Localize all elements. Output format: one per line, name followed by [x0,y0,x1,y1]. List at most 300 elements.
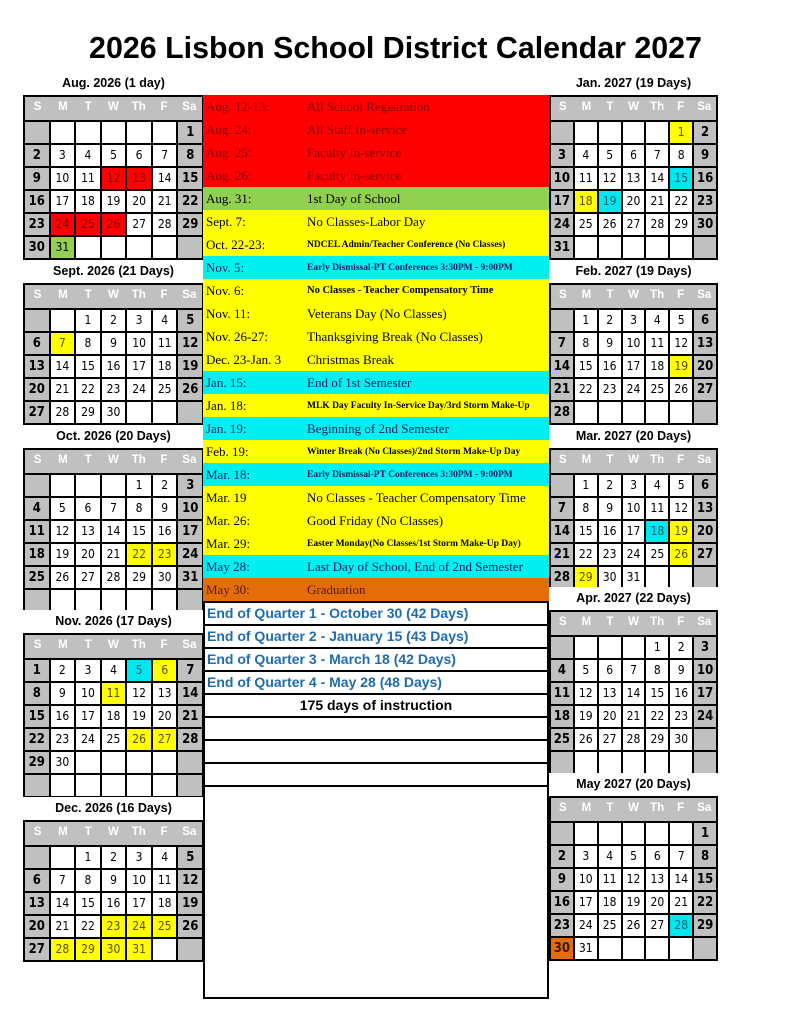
day-cell: 1 [573,310,597,331]
day-cell: 22 [644,706,668,727]
day-cell: 28 [49,402,75,423]
event-row [203,578,549,601]
week-row [25,727,202,750]
day-cell: 15 [668,168,692,189]
day-cell: 23 [551,915,573,936]
day-cell: 17 [573,892,597,913]
day-cell: 25 [100,729,126,750]
event-date: Feb. 19: [206,443,249,459]
day-cell: 10 [125,870,151,891]
day-cell: 2 [551,846,573,867]
weekday-header: F [677,616,685,628]
empty-day-cell [621,402,645,423]
weekday-header: T [84,826,92,838]
day-cell: 9 [551,869,573,890]
week-row [25,773,202,796]
day-cell: 4 [644,310,668,331]
empty-day-cell [100,122,126,143]
day-cell: 18 [597,892,621,913]
day-cell: 16 [100,893,126,914]
day-cell: 3 [573,846,597,867]
weekday-header: Sa [697,289,712,301]
day-cell: 12 [49,521,75,542]
day-cell: 20 [692,521,716,542]
day-cell: 11 [644,498,668,519]
weekday-header: T [84,101,92,113]
day-cell: 17 [551,191,573,212]
day-cell: 26 [621,915,645,936]
event-description: No Classes - Teacher Compensatory Time [307,285,494,296]
weekday-header: Th [131,454,146,466]
day-cell: 1 [573,475,597,496]
empty-day-cell [25,775,49,796]
day-cell: 11 [551,683,573,704]
day-cell: 17 [621,356,645,377]
week-row [551,867,716,890]
day-cell: 11 [100,683,126,704]
weekday-header-row [551,450,716,473]
day-cell: 3 [551,145,573,166]
day-cell: 22 [25,729,49,750]
day-cell: 19 [573,706,597,727]
day-cell: 20 [125,191,151,212]
event-row [203,187,549,210]
event-description: Veterans Day (No Classes) [307,305,447,321]
day-cell: 19 [668,521,692,542]
empty-day-cell [74,237,100,258]
day-cell: 18 [100,706,126,727]
week-row [551,750,716,773]
day-cell: 14 [49,356,75,377]
day-cell: 5 [668,475,692,496]
day-cell: 6 [25,870,49,891]
day-cell: 24 [74,729,100,750]
empty-day-cell [49,590,75,611]
weekday-header: F [677,802,685,814]
weekday-header: F [160,101,168,113]
weekday-header: T [606,101,614,113]
event-date: Mar. 18: [206,466,251,482]
day-cell: 22 [668,191,692,212]
day-cell: 23 [25,214,49,235]
day-cell: 15 [573,521,597,542]
day-cell: 20 [692,356,716,377]
day-cell: 15 [176,168,202,189]
day-cell: 7 [151,145,177,166]
day-cell: 3 [49,145,75,166]
week-row [25,542,202,565]
day-cell: 21 [49,916,75,937]
empty-day-cell [597,637,621,658]
week-row [25,400,202,423]
day-cell: 10 [125,333,151,354]
empty-day-cell [49,122,75,143]
day-cell: 23 [151,544,177,565]
day-cell: 7 [621,660,645,681]
day-cell: 28 [551,402,573,423]
empty-day-cell [692,752,716,773]
day-cell: 18 [151,356,177,377]
event-description: All Staff In-service [307,121,408,137]
empty-day-cell [692,938,716,959]
day-cell: 1 [125,475,151,496]
week-row [551,890,716,913]
week-row [551,727,716,750]
empty-day-cell [176,939,202,960]
weekday-header-row [25,97,202,120]
weekday-header: S [33,454,42,466]
weekday-header: Sa [182,101,197,113]
day-cell: 18 [151,893,177,914]
day-cell: 5 [100,145,126,166]
empty-day-cell [74,122,100,143]
day-cell: 12 [100,168,126,189]
event-row [203,164,549,187]
day-cell: 29 [125,567,151,588]
day-cell: 27 [151,729,177,750]
blank-row [205,716,547,739]
month-title: Feb. 2027 (19 Days) [549,260,718,283]
weekday-header: Th [131,289,146,301]
week-row [25,914,202,937]
empty-day-cell [49,475,75,496]
day-cell: 10 [551,168,573,189]
day-cell: 17 [125,893,151,914]
month-grid [549,448,718,590]
week-row [551,844,716,867]
event-description: Beginning of 2nd Semester [307,420,449,436]
day-cell: 19 [668,356,692,377]
day-cell: 13 [151,683,177,704]
week-row [25,354,202,377]
weekday-header-row [25,285,202,308]
empty-day-cell [551,637,573,658]
event-date: Oct. 22-23: [206,236,266,252]
day-cell: 2 [597,310,621,331]
month-calendar [23,610,204,798]
week-row [25,166,202,189]
day-cell: 24 [176,544,202,565]
weekday-header: W [628,454,639,466]
weekday-header: S [33,101,42,113]
day-cell: 13 [125,168,151,189]
week-row [25,891,202,914]
day-cell: 30 [668,729,692,750]
event-row [203,348,549,371]
day-cell: 24 [551,214,573,235]
week-row [25,565,202,588]
day-cell: 1 [644,637,668,658]
day-cell: 19 [176,893,202,914]
day-cell: 24 [573,915,597,936]
day-cell: 28 [551,567,573,588]
event-date: Nov. 6: [206,282,245,298]
events-legend [203,95,549,999]
empty-day-cell [551,823,573,844]
weekday-header: W [108,639,119,651]
events-list [203,95,549,601]
week-row [25,308,202,331]
day-cell: 30 [25,237,49,258]
day-cell: 16 [151,521,177,542]
weekday-header: W [108,101,119,113]
day-cell: 30 [551,938,573,959]
week-row [25,377,202,400]
weekday-header: Sa [697,802,712,814]
week-row [551,120,716,143]
day-cell: 7 [176,660,202,681]
quarter-3-end: End of Quarter 3 - March 18 (42 Days) [205,647,547,670]
day-cell: 21 [644,191,668,212]
empty-day-cell [644,938,668,959]
empty-day-cell [644,402,668,423]
week-row [25,212,202,235]
weekday-header-row [25,635,202,658]
day-cell: 5 [573,660,597,681]
week-row [551,473,716,496]
empty-day-cell [644,237,668,258]
day-cell: 7 [644,145,668,166]
event-row [203,233,549,256]
day-cell: 14 [49,893,75,914]
event-date: Jan. 19: [206,420,247,436]
event-description: MLK Day Faculty In-Service Day/3rd Storm Make-Up [307,400,530,411]
empty-day-cell [573,122,597,143]
month-title: Jan. 2027 (19 Days) [549,72,718,95]
day-cell: 10 [692,660,716,681]
empty-day-cell [692,729,716,750]
day-cell: 26 [125,729,151,750]
week-row [551,936,716,959]
event-date: Aug. 31: [206,190,252,206]
weekday-header: F [160,454,168,466]
event-row [203,325,549,348]
day-cell: 26 [176,916,202,937]
day-cell: 25 [25,567,49,588]
empty-day-cell [125,237,151,258]
month-grid [23,633,204,798]
empty-day-cell [597,237,621,258]
day-cell: 22 [692,892,716,913]
day-cell: 12 [621,869,645,890]
empty-day-cell [25,310,49,331]
event-date: Nov. 11: [206,305,251,321]
event-description: Good Friday (No Classes) [307,512,444,528]
day-cell: 7 [49,333,75,354]
day-cell: 15 [644,683,668,704]
day-cell: 29 [668,214,692,235]
day-cell: 16 [597,356,621,377]
day-cell: 20 [644,892,668,913]
day-cell: 27 [692,379,716,400]
event-row [203,256,549,279]
day-cell: 26 [100,214,126,235]
weekday-header: Th [650,454,665,466]
day-cell: 5 [176,847,202,868]
weekday-header: S [558,454,567,466]
day-cell: 9 [100,870,126,891]
empty-day-cell [692,237,716,258]
day-cell: 7 [49,870,75,891]
week-row [25,704,202,727]
month-grid [23,95,204,260]
day-cell: 17 [176,521,202,542]
weekday-header: F [160,826,168,838]
day-cell: 31 [551,237,573,258]
day-cell: 15 [74,893,100,914]
day-cell: 29 [25,752,49,773]
day-cell: 21 [49,379,75,400]
week-row [551,635,716,658]
day-cell: 14 [621,683,645,704]
day-cell: 29 [74,402,100,423]
empty-day-cell [692,402,716,423]
day-cell: 26 [668,379,692,400]
day-cell: 30 [597,567,621,588]
day-cell: 2 [49,660,75,681]
day-cell: 12 [176,333,202,354]
month-grid [549,283,718,425]
weekday-header: M [581,802,592,814]
blank-row [205,739,547,762]
week-row [25,120,202,143]
weekday-header: Sa [182,639,197,651]
week-row [551,913,716,936]
weekday-header: M [58,826,68,838]
weekday-header-row [551,285,716,308]
day-cell: 27 [692,544,716,565]
week-row [25,750,202,773]
week-row [25,937,202,960]
weekday-header: T [606,454,614,466]
empty-day-cell [551,752,573,773]
event-date: Dec. 23-Jan. 3 [206,351,282,367]
event-date: Aug. 12-13: [206,98,269,114]
weekday-header-row [25,822,202,845]
day-cell: 30 [49,752,75,773]
day-cell: 28 [49,939,75,960]
event-row [203,555,549,578]
day-cell: 10 [573,869,597,890]
month-title: Mar. 2027 (20 Days) [549,425,718,448]
empty-day-cell [74,752,100,773]
day-cell: 7 [100,498,126,519]
empty-day-cell [668,823,692,844]
day-cell: 23 [692,191,716,212]
day-cell: 21 [151,191,177,212]
day-cell: 9 [597,498,621,519]
day-cell: 13 [644,869,668,890]
day-cell: 17 [74,706,100,727]
empty-day-cell [668,567,692,588]
day-cell: 8 [573,498,597,519]
day-cell: 25 [644,379,668,400]
event-date: Aug. 26: [206,167,252,183]
weekday-header-row [551,798,716,821]
day-cell: 12 [668,333,692,354]
day-cell: 28 [100,567,126,588]
weekday-header: M [581,454,592,466]
day-cell: 13 [74,521,100,542]
month-title: May 2027 (20 Days) [549,773,718,796]
day-cell: 19 [100,191,126,212]
event-description: Early Dismissal-PT Conferences 3:30PM - 9:00PM [307,469,513,480]
day-cell: 20 [621,191,645,212]
weekday-header: W [628,802,639,814]
empty-day-cell [49,775,75,796]
empty-day-cell [551,475,573,496]
event-date: Sept. 7: [206,213,246,229]
quarter-4-end: End of Quarter 4 - May 28 (48 Days) [205,670,547,693]
day-cell: 29 [74,939,100,960]
week-row [551,496,716,519]
day-cell: 11 [644,333,668,354]
day-cell: 2 [692,122,716,143]
day-cell: 4 [151,310,177,331]
empty-day-cell [125,122,151,143]
day-cell: 21 [551,544,573,565]
day-cell: 3 [621,310,645,331]
day-cell: 31 [621,567,645,588]
day-cell: 24 [125,379,151,400]
month-title: Sept. 2026 (21 Days) [23,260,204,283]
month-calendar [23,425,204,613]
empty-day-cell [151,752,177,773]
day-cell: 30 [100,402,126,423]
day-cell: 10 [74,683,100,704]
week-row [25,845,202,868]
day-cell: 18 [644,521,668,542]
day-cell: 7 [551,498,573,519]
empty-day-cell [692,567,716,588]
page-title: 2026 Lisbon School District Calendar 2027 [89,30,702,65]
month-calendar [23,260,204,425]
weekday-header: S [33,639,42,651]
day-cell: 15 [125,521,151,542]
month-calendar [549,773,718,961]
weekday-header: M [58,454,68,466]
weekday-header: Th [650,802,665,814]
day-cell: 18 [551,706,573,727]
day-cell: 13 [25,893,49,914]
day-cell: 20 [74,544,100,565]
day-cell: 6 [692,310,716,331]
event-date: Nov. 26-27: [206,328,268,344]
week-row [25,681,202,704]
empty-day-cell [668,237,692,258]
event-date: Mar. 29: [206,535,251,551]
event-row [203,279,549,302]
day-cell: 22 [125,544,151,565]
day-cell: 16 [551,892,573,913]
empty-day-cell [74,590,100,611]
day-cell: 16 [668,683,692,704]
day-cell: 1 [692,823,716,844]
week-row [551,308,716,331]
day-cell: 6 [25,333,49,354]
week-row [25,143,202,166]
empty-day-cell [25,475,49,496]
weekday-header: M [58,289,68,301]
weekday-header: Sa [697,101,712,113]
day-cell: 6 [125,145,151,166]
day-cell: 4 [573,145,597,166]
empty-day-cell [621,122,645,143]
day-cell: 16 [49,706,75,727]
day-cell: 9 [668,660,692,681]
event-date: May 30: [206,581,250,597]
day-cell: 27 [597,729,621,750]
